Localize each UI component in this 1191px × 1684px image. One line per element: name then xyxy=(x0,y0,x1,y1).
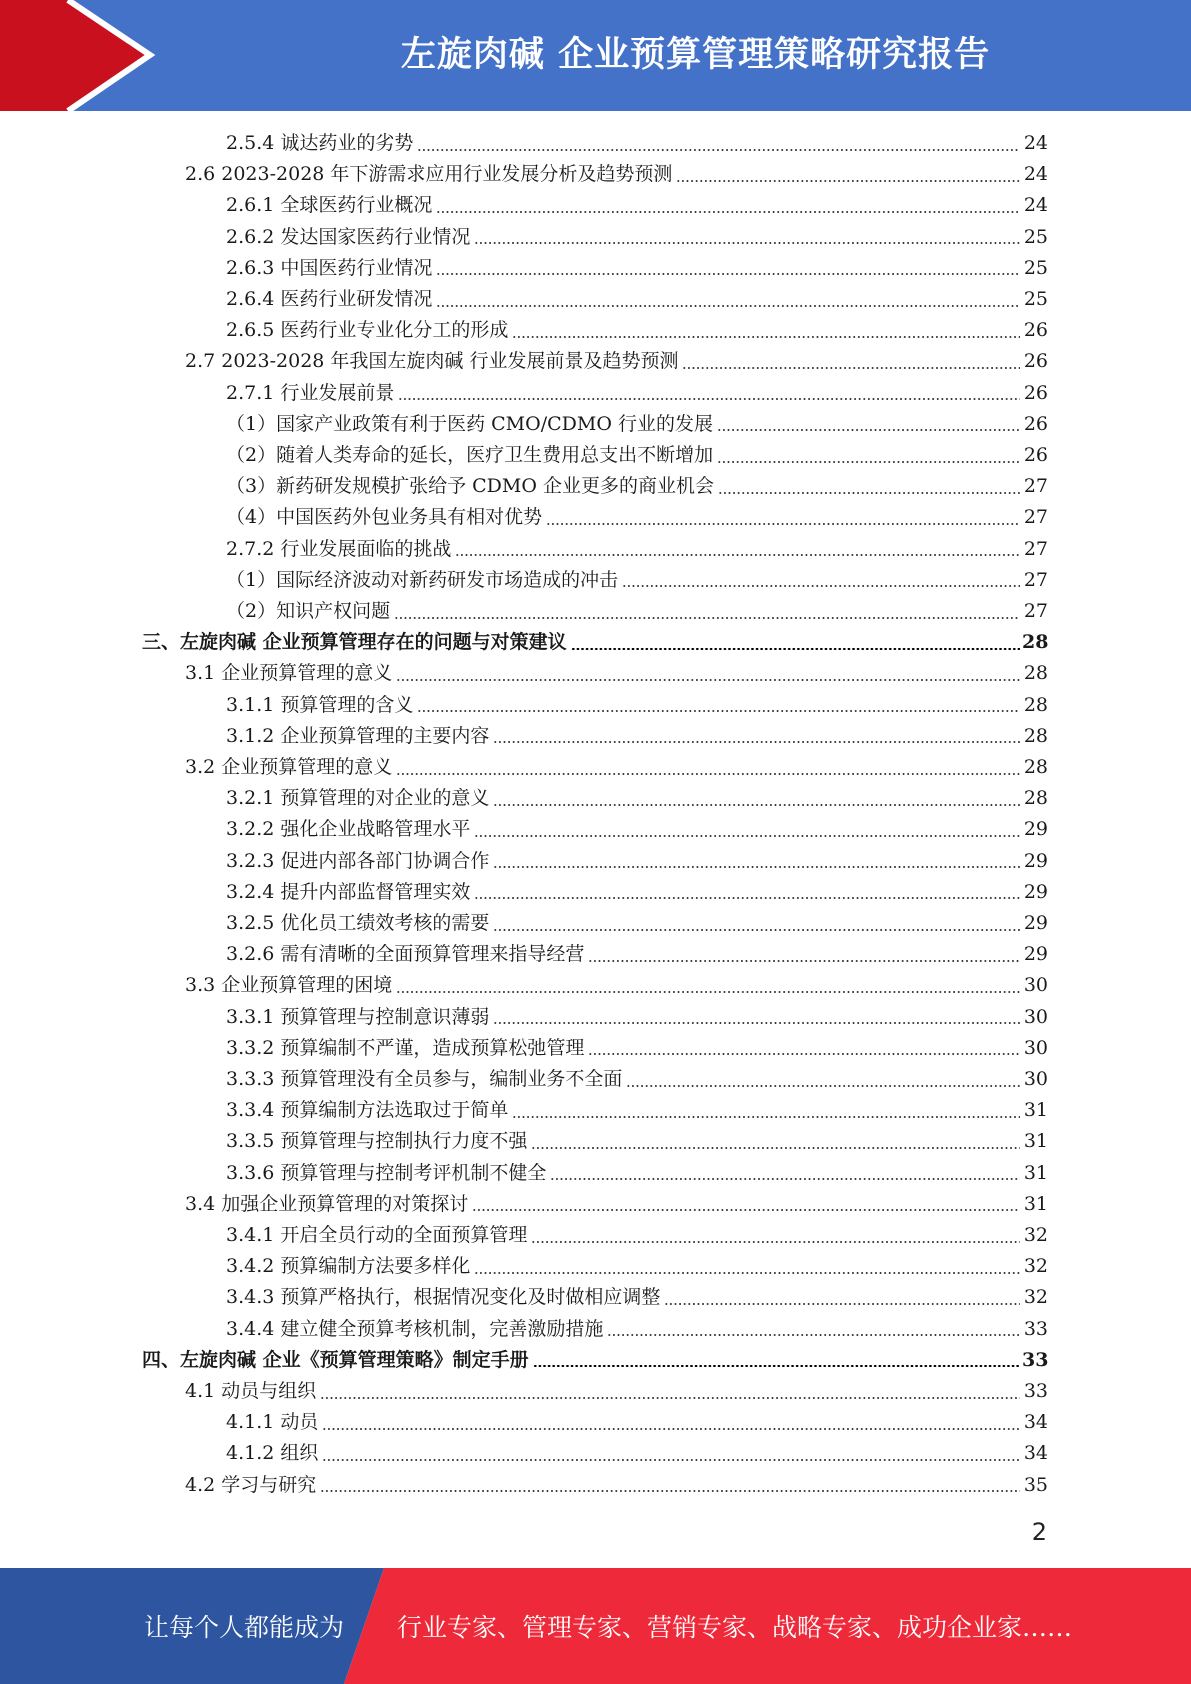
toc-entry-page: 29 xyxy=(1023,912,1048,934)
toc-dot-leader xyxy=(550,1178,1020,1180)
toc-entry[interactable] xyxy=(0,534,1191,565)
toc-entry-page: 29 xyxy=(1023,880,1048,903)
toc-dot-leader xyxy=(717,429,1020,431)
toc-entry-label: 2.7.2 行业发展面临的挑战 xyxy=(226,537,452,560)
toc-entry-label: （2）知识产权问题 xyxy=(226,600,391,622)
toc-entry-label: 2.7 2023-2028 年我国左旋肉碱 行业发展前景及趋势预测 xyxy=(185,350,679,373)
page-number: 2 xyxy=(1031,1518,1047,1546)
report-header xyxy=(0,0,1191,111)
toc-dot-leader xyxy=(493,929,1020,931)
toc-entry-page: 27 xyxy=(1023,568,1048,591)
toc-entry-page: 31 xyxy=(1023,1130,1048,1153)
toc-entry[interactable] xyxy=(0,721,1191,752)
toc-entry[interactable] xyxy=(0,1345,1191,1376)
toc-dot-leader xyxy=(512,336,1020,338)
toc-entry[interactable] xyxy=(0,315,1191,346)
toc-dot-leader xyxy=(436,305,1020,307)
toc-entry-label: 3.2.6 需有清晰的全面预算管理来指导经营 xyxy=(226,943,585,966)
toc-entry-page: 26 xyxy=(1023,412,1048,435)
toc-dot-leader xyxy=(533,1365,1020,1367)
toc-dot-leader xyxy=(682,367,1020,369)
toc-dot-leader xyxy=(626,1085,1020,1087)
toc-entry-page: 27 xyxy=(1023,600,1048,622)
toc-dot-leader xyxy=(320,1490,1020,1492)
toc-entry-page: 29 xyxy=(1023,849,1048,872)
toc-entry[interactable] xyxy=(0,1282,1191,1313)
toc-entry-page: 32 xyxy=(1023,1286,1048,1309)
toc-entry-page: 32 xyxy=(1023,1255,1048,1278)
toc-dot-leader xyxy=(664,1303,1020,1305)
toc-dot-leader xyxy=(588,960,1020,962)
toc-entry-page: 25 xyxy=(1023,288,1048,310)
toc-dot-leader xyxy=(493,1022,1020,1024)
report-title: 左旋肉碱 企业预算管理策略研究报告 xyxy=(400,35,991,75)
toc-entry[interactable] xyxy=(0,1002,1191,1033)
toc-entry-page: 34 xyxy=(1023,1411,1048,1434)
toc-dot-leader xyxy=(396,773,1020,775)
toc-entry-page: 25 xyxy=(1023,256,1048,279)
toc-entry-label: 3.4.4 建立健全预算考核机制，完善激励措施 xyxy=(226,1317,604,1340)
toc-entry-page: 29 xyxy=(1023,943,1048,966)
toc-dot-leader xyxy=(607,1334,1020,1336)
toc-entry-label: （1）国际经济波动对新药研发市场造成的冲击 xyxy=(226,568,619,591)
toc-entry[interactable] xyxy=(0,1033,1191,1064)
toc-entry-page: 26 xyxy=(1023,350,1048,373)
toc-entry-page: 26 xyxy=(1023,444,1048,466)
toc-entry[interactable] xyxy=(0,939,1191,970)
toc-entry[interactable] xyxy=(0,1470,1191,1501)
toc-dot-leader xyxy=(455,554,1020,556)
toc-entry[interactable] xyxy=(0,658,1191,689)
toc-entry-label: 3.3.4 预算编制方法选取过于简单 xyxy=(226,1099,509,1122)
toc-entry[interactable] xyxy=(0,409,1191,440)
toc-dot-leader xyxy=(493,866,1020,868)
toc-dot-leader xyxy=(436,211,1020,213)
toc-dot-leader xyxy=(512,1116,1020,1118)
toc-dot-leader xyxy=(322,1459,1020,1461)
toc-entry-label: 2.6.1 全球医药行业概况 xyxy=(226,194,433,217)
toc-entry[interactable] xyxy=(0,627,1191,658)
toc-entry-label: 3.2.1 预算管理的对企业的意义 xyxy=(226,787,490,810)
toc-entry-label: 3.3.5 预算管理与控制执行力度不强 xyxy=(226,1130,528,1153)
toc-entry-page: 28 xyxy=(1023,693,1048,716)
toc-entry-label: 2.6 2023-2028 年下游需求应用行业发展分析及趋势预测 xyxy=(185,163,673,186)
toc-dot-leader xyxy=(531,1147,1020,1149)
toc-entry[interactable] xyxy=(0,908,1191,939)
toc-entry-page: 28 xyxy=(1023,724,1048,747)
toc-dot-leader xyxy=(474,897,1020,899)
toc-entry-label: 3.1.1 预算管理的含义 xyxy=(226,693,414,716)
toc-dot-leader xyxy=(417,149,1020,151)
toc-entry[interactable] xyxy=(0,502,1191,533)
toc-entry[interactable] xyxy=(0,752,1191,783)
toc-entry[interactable] xyxy=(0,1407,1191,1438)
toc-entry-label: 四、左旋肉碱 企业《预算管理策略》制定手册 xyxy=(142,1348,529,1371)
toc-entry-page: 28 xyxy=(1023,756,1048,778)
toc-dot-leader xyxy=(474,1272,1020,1274)
toc-entry[interactable] xyxy=(0,1220,1191,1251)
toc-entry[interactable] xyxy=(0,284,1191,315)
toc-entry-page: 30 xyxy=(1023,1005,1048,1028)
toc-entry[interactable] xyxy=(0,346,1191,377)
toc-entry-page: 32 xyxy=(1023,1224,1048,1246)
toc-entry-label: 3.2.3 促进内部各部门协调合作 xyxy=(226,849,490,872)
toc-entry[interactable] xyxy=(0,1376,1191,1407)
toc-entry[interactable] xyxy=(0,1438,1191,1469)
toc-entry[interactable] xyxy=(0,783,1191,814)
toc-entry-label: 2.6.5 医药行业专业化分工的形成 xyxy=(226,319,509,342)
toc-entry-label: 2.6.4 医药行业研发情况 xyxy=(226,288,433,310)
toc-dot-leader xyxy=(436,273,1020,275)
toc-entry-label: 3.3.1 预算管理与控制意识薄弱 xyxy=(226,1005,490,1028)
toc-entry-page: 33 xyxy=(1022,1348,1049,1371)
toc-entry-page: 26 xyxy=(1023,381,1048,404)
toc-entry[interactable] xyxy=(0,846,1191,877)
toc-dot-leader xyxy=(417,710,1020,712)
toc-entry-label: 4.2 学习与研究 xyxy=(185,1473,317,1496)
toc-entry-page: 35 xyxy=(1023,1473,1048,1496)
toc-entry[interactable] xyxy=(0,970,1191,1001)
toc-entry-label: 3.4 加强企业预算管理的对策探讨 xyxy=(185,1192,469,1215)
toc-entry-page: 28 xyxy=(1023,787,1048,810)
toc-dot-leader xyxy=(493,741,1020,743)
toc-entry-page: 26 xyxy=(1023,319,1048,342)
toc-entry[interactable] xyxy=(0,440,1191,471)
toc-entry[interactable] xyxy=(0,877,1191,908)
toc-entry-page: 33 xyxy=(1023,1380,1048,1402)
toc-entry-label: 3.3 企业预算管理的困境 xyxy=(185,974,393,997)
toc-entry[interactable] xyxy=(0,128,1191,159)
toc-entry-label: （4）中国医药外包业务具有相对优势 xyxy=(226,506,543,529)
toc-entry-label: 3.3.6 预算管理与控制考评机制不健全 xyxy=(226,1161,547,1184)
toc-entry-label: 3.2.5 优化员工绩效考核的需要 xyxy=(226,912,490,934)
toc-entry-label: 3.1 企业预算管理的意义 xyxy=(185,662,393,685)
toc-entry-label: 3.2.4 提升内部监督管理实效 xyxy=(226,880,471,903)
toc-entry-page: 27 xyxy=(1023,506,1048,529)
toc-entry-page: 27 xyxy=(1023,537,1048,560)
footer-slogan-left: 让每个人都能成为 xyxy=(144,1613,345,1642)
footer-slogan-right: 行业专家、管理专家、营销专家、战略专家、成功企业家…… xyxy=(397,1613,1073,1642)
toc-entry[interactable] xyxy=(0,565,1191,596)
toc-entry-label: 2.6.3 中国医药行业情况 xyxy=(226,256,433,279)
toc-entry[interactable] xyxy=(0,1064,1191,1095)
toc-entry[interactable] xyxy=(0,378,1191,409)
toc-entry[interactable] xyxy=(0,814,1191,845)
toc-entry-page: 30 xyxy=(1023,974,1048,997)
toc-entry[interactable] xyxy=(0,1251,1191,1282)
toc-entry-label: 3.3.3 预算管理没有全员参与，编制业务不全面 xyxy=(226,1068,623,1090)
toc-dot-leader xyxy=(588,1053,1020,1055)
toc-dot-leader xyxy=(717,461,1020,463)
toc-entry-label: 4.1 动员与组织 xyxy=(185,1380,317,1402)
toc-entry-label: 4.1.2 组织 xyxy=(226,1442,319,1465)
toc-entry[interactable] xyxy=(0,190,1191,221)
toc-entry-label: （1）国家产业政策有利于医药 CMO/CDMO 行业的发展 xyxy=(226,412,713,435)
toc-dot-leader xyxy=(531,1241,1020,1243)
toc-dot-leader xyxy=(398,398,1020,400)
toc-dot-leader xyxy=(474,242,1020,244)
toc-entry[interactable] xyxy=(0,159,1191,190)
toc-entry-page: 31 xyxy=(1023,1099,1048,1122)
toc-entry-label: 3.2.2 强化企业战略管理水平 xyxy=(226,818,471,841)
toc-dot-leader xyxy=(396,991,1020,993)
toc-entry-label: 三、左旋肉碱 企业预算管理存在的问题与对策建议 xyxy=(142,631,567,654)
toc-entry[interactable] xyxy=(0,1158,1191,1189)
toc-entry-label: 2.6.2 发达国家医药行业情况 xyxy=(226,225,471,248)
toc-entry[interactable] xyxy=(0,690,1191,721)
toc-entry-label: 3.2 企业预算管理的意义 xyxy=(185,756,393,778)
toc-entry[interactable] xyxy=(0,1095,1191,1126)
toc-entry-page: 33 xyxy=(1023,1317,1048,1340)
toc-dot-leader xyxy=(320,1397,1020,1399)
toc-dot-leader xyxy=(546,523,1020,525)
toc-dot-leader xyxy=(571,648,1020,650)
toc-entry-label: 3.4.2 预算编制方法要多样化 xyxy=(226,1255,471,1278)
toc-entry-page: 27 xyxy=(1023,475,1048,498)
toc-entry-page: 31 xyxy=(1023,1192,1048,1215)
toc-entry-label: 3.4.3 预算严格执行，根据情况变化及时做相应调整 xyxy=(226,1286,661,1309)
toc-dot-leader xyxy=(472,1209,1020,1211)
toc-entry[interactable] xyxy=(0,1126,1191,1157)
toc-dot-leader xyxy=(493,804,1020,806)
toc-dot-leader xyxy=(396,679,1020,681)
toc-entry-label: 2.5.4 诚达药业的劣势 xyxy=(226,132,414,154)
toc-entry-page: 24 xyxy=(1023,163,1048,186)
toc-entry-page: 25 xyxy=(1023,225,1048,248)
toc-entry-page: 29 xyxy=(1023,818,1048,841)
toc-entry[interactable] xyxy=(0,1189,1191,1220)
toc-entry[interactable] xyxy=(0,471,1191,502)
toc-entry-label: 4.1.1 动员 xyxy=(226,1411,319,1434)
toc-entry-label: 3.4.1 开启全员行动的全面预算管理 xyxy=(226,1224,528,1246)
toc-entry-label: （3）新药研发规模扩张给予 CDMO 企业更多的商业机会 xyxy=(226,475,714,498)
toc-entry-page: 30 xyxy=(1023,1068,1048,1090)
toc-entry-page: 28 xyxy=(1023,662,1048,685)
toc-dot-leader xyxy=(718,492,1020,494)
toc-dot-leader xyxy=(676,180,1020,182)
toc-entry-label: （2）随着人类寿命的延长，医疗卫生费用总支出不断增加 xyxy=(226,444,714,466)
toc-entry-label: 3.1.2 企业预算管理的主要内容 xyxy=(226,724,490,747)
toc-dot-leader xyxy=(394,617,1020,619)
toc-entry-page: 34 xyxy=(1023,1442,1048,1465)
toc-dot-leader xyxy=(622,585,1020,587)
toc-entry-page: 24 xyxy=(1023,194,1048,217)
toc-entry[interactable] xyxy=(0,253,1191,284)
toc-dot-leader xyxy=(474,835,1020,837)
toc-entry-page: 31 xyxy=(1023,1161,1048,1184)
toc-entry[interactable] xyxy=(0,596,1191,627)
report-footer xyxy=(0,1568,1191,1684)
toc-entry-label: 3.3.2 预算编制不严谨，造成预算松弛管理 xyxy=(226,1036,585,1059)
toc-entry-page: 24 xyxy=(1023,132,1048,154)
toc-entry-page: 28 xyxy=(1022,631,1049,654)
toc-entry-label: 2.7.1 行业发展前景 xyxy=(226,381,395,404)
toc-entry-page: 30 xyxy=(1023,1036,1048,1059)
toc-entry[interactable] xyxy=(0,222,1191,253)
toc-entry[interactable] xyxy=(0,1314,1191,1345)
toc-dot-leader xyxy=(322,1428,1020,1430)
